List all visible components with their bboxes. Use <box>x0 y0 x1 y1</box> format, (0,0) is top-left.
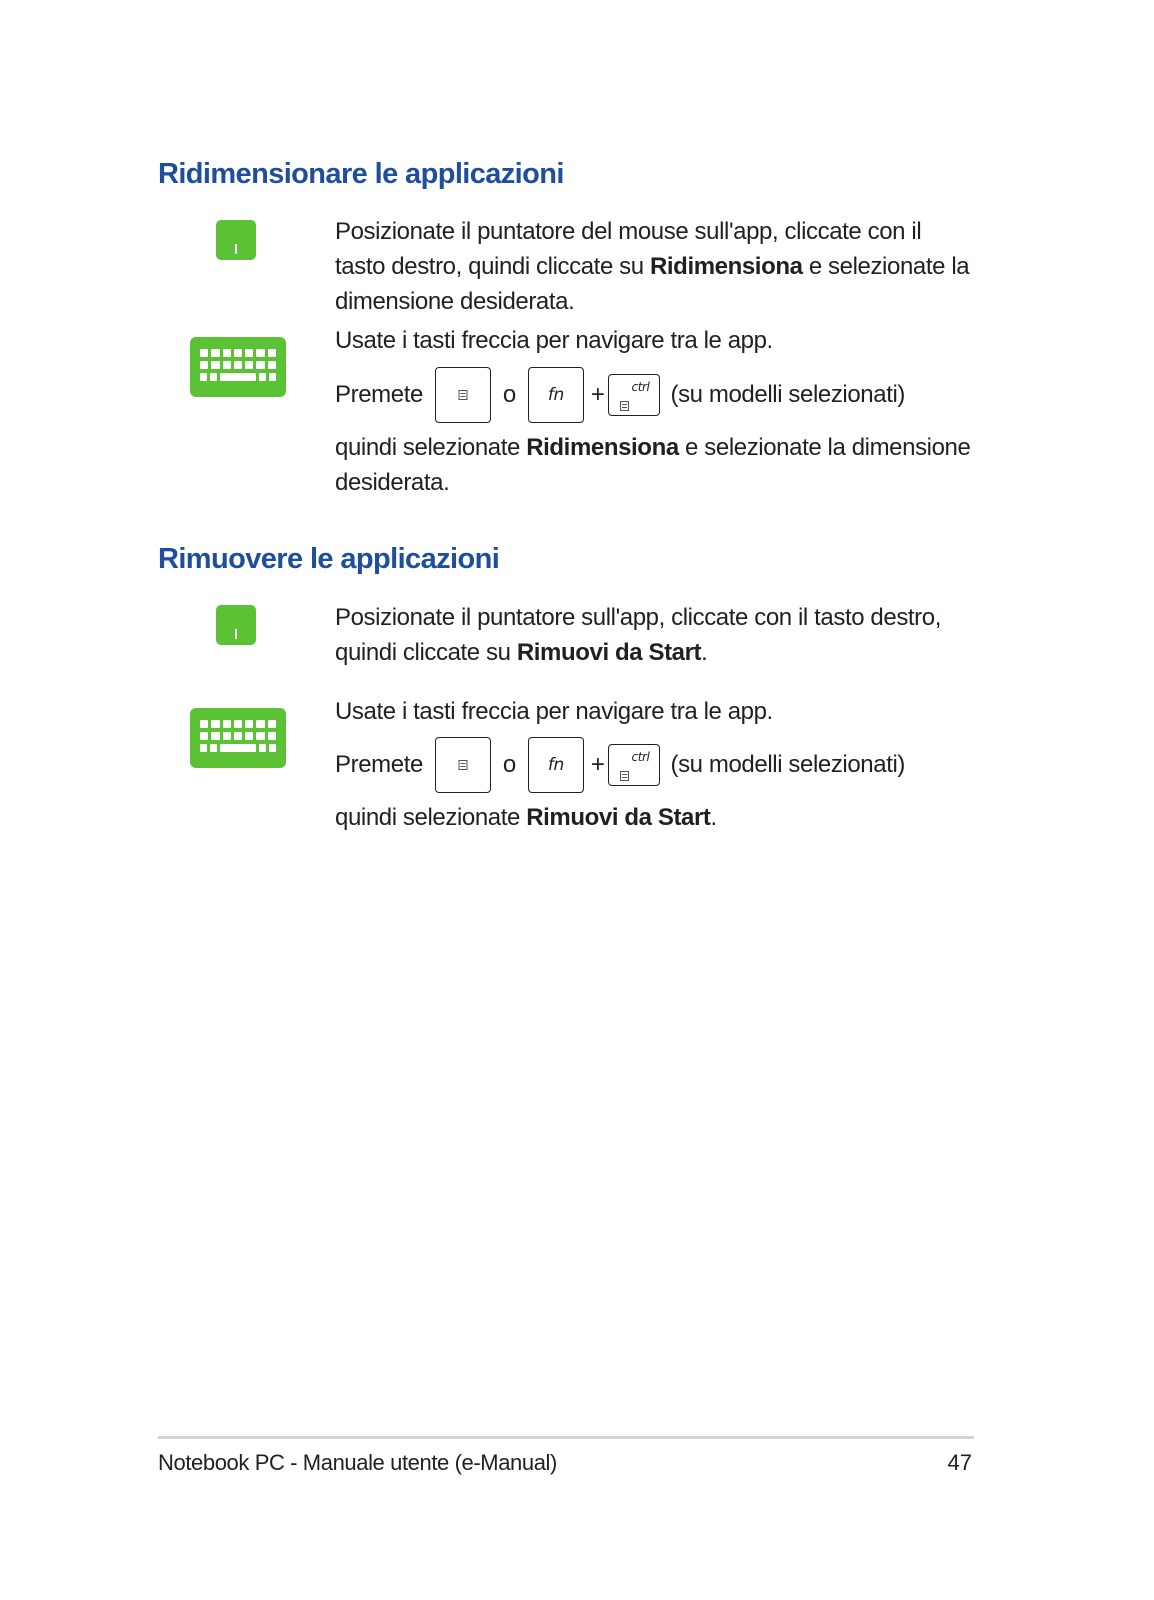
plus-label: + <box>590 381 605 408</box>
bold-term: Ridimensiona <box>526 434 679 461</box>
menu-key-icon <box>458 390 467 400</box>
or-label: o <box>502 751 516 778</box>
text-fragment: quindi selezionate <box>335 804 527 831</box>
press-label: Premete <box>335 751 423 778</box>
menu-key <box>435 737 491 793</box>
bold-term: Rimuovi da Start <box>526 804 711 831</box>
resize-key-combo <box>335 367 905 423</box>
fn-key-label: fn <box>547 385 564 405</box>
menu-key <box>435 367 491 423</box>
ctrl-key <box>608 744 660 786</box>
ctrl-key-label: ctrl <box>631 380 650 394</box>
models-note: (su modelli selezionati) <box>670 751 905 778</box>
press-label: Premete <box>335 381 423 408</box>
plus-label: + <box>590 751 605 778</box>
resize-keyboard-intro: Usate i tasti freccia per navigare tra le app. <box>335 327 773 354</box>
section-heading-resize: Ridimensionare le applicazioni <box>158 158 564 190</box>
fn-key <box>528 367 584 423</box>
menu-key-icon <box>458 760 467 770</box>
remove-key-combo <box>335 737 905 793</box>
or-label: o <box>502 381 516 408</box>
page-number: 47 <box>947 1450 972 1475</box>
menu-key-icon <box>620 771 629 781</box>
text-fragment: Posizionate il puntatore sull'app, cliccate con il tasto destro, quindi cliccate su <box>335 604 941 666</box>
text-fragment: Posizionate il puntatore del mouse sull'app, cliccate con il tasto destro, quindi cliccate su <box>335 218 922 280</box>
resize-keyboard-followup <box>335 430 975 500</box>
keyboard-icon <box>190 708 286 768</box>
text-fragment: quindi selezionate <box>335 434 527 461</box>
text-fragment: e selezionate la dimensione desiderata. <box>335 253 970 315</box>
touchpad-icon <box>216 220 256 260</box>
text-fragment: e selezionate la dimensione desiderata. <box>335 434 971 496</box>
footer-title: Notebook PC - Manuale utente (e-Manual) <box>158 1450 557 1475</box>
ctrl-key <box>608 374 660 416</box>
fn-key-label: fn <box>547 755 564 775</box>
models-note: (su modelli selezionati) <box>670 381 905 408</box>
bold-term: Rimuovi da Start <box>516 639 702 666</box>
fn-key <box>528 737 584 793</box>
text-fragment: . <box>710 804 717 831</box>
keyboard-icon <box>190 337 286 397</box>
footer-divider <box>158 1436 974 1439</box>
text-fragment: . <box>701 639 708 666</box>
menu-key-icon <box>620 401 629 411</box>
remove-keyboard-followup <box>335 800 975 835</box>
touchpad-icon <box>216 605 256 645</box>
ctrl-key-label: ctrl <box>631 750 650 764</box>
section-heading-remove: Rimuovere le applicazioni <box>158 543 500 575</box>
bold-term: Ridimensiona <box>649 253 803 280</box>
remove-keyboard-intro: Usate i tasti freccia per navigare tra le app. <box>335 698 773 725</box>
resize-touch-instructions <box>335 214 975 319</box>
remove-touch-instructions <box>335 600 975 670</box>
